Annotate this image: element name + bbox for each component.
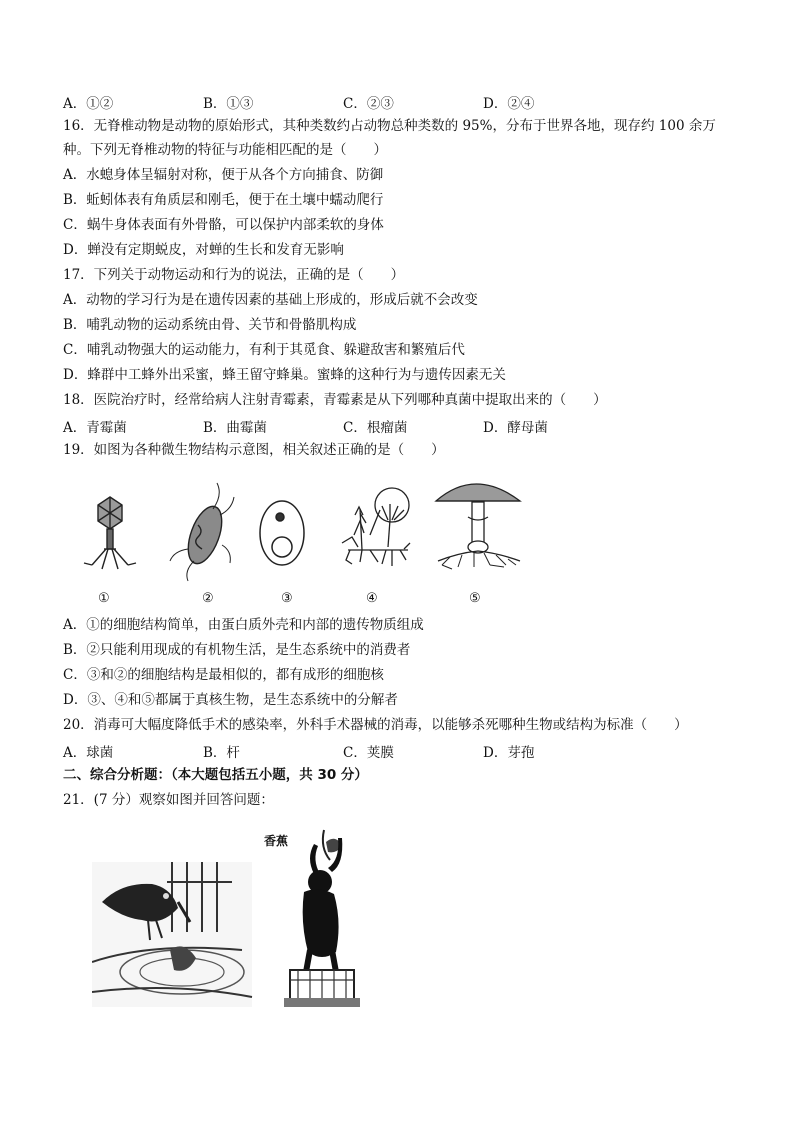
q17-option-d: D．蜂群中工蜂外出采蜜，蜂王留守蜂巢。蜜蜂的这种行为与遗传因素无关 [63,367,506,383]
mold-drawing [342,488,410,566]
q17-option-a: A．动物的学习行为是在遗传因素的基础上形成的，形成后就不会改变 [63,292,478,308]
mushroom-drawing [436,484,520,569]
section2-title: 二、综合分析题：（本大题包括五小题，共 30 分） [63,767,368,783]
chimpanzee-banana-drawing [254,822,412,1007]
q16-stem-line1: 16．无脊椎动物是动物的原始形式，其种类数约占动物总种类数的 95%，分布于世界各地，现存约 100 余万 [63,118,716,134]
figure-label-4: ④ [366,591,378,606]
figure-label-2: ② [202,591,214,606]
q18-option-d: D．酵母菌 [483,420,548,436]
q18-options [63,416,743,434]
bacteriophage-drawing [84,497,136,569]
yeast-cell-drawing [260,501,304,565]
q18-option-b: B．曲霉菌 [203,420,267,436]
q15-options [63,92,743,110]
bird-feeding-fish-drawing [92,862,252,1007]
figure-label-3: ③ [281,591,293,606]
q18-option-a: A．青霉菌 [63,420,127,436]
q16-option-b: B．蚯蚓体表有角质层和刚毛，便于在土壤中蠕动爬行 [63,192,384,208]
q16-option-d: D．蝉没有定期蜕皮，对蝉的生长和发育无影响 [63,242,344,258]
q20-options [63,741,743,759]
q15-option-d: D．②④ [483,96,535,112]
q18-stem: 18．医院治疗时，经常给病人注射青霉素，青霉素是从下列哪种真菌中提取出来的（ ） [63,392,607,408]
q17-option-b: B．哺乳动物的运动系统由骨、关节和骨骼肌构成 [63,317,357,333]
q18-option-c: C．根瘤菌 [343,420,408,436]
q19-option-a: A．①的细胞结构简单，由蛋白质外壳和内部的遗传物质组成 [63,617,424,633]
banana-label: 香蕉 [264,834,289,848]
q15-option-b: B．①③ [203,96,254,112]
q16-option-a: A．水螅身体呈辐射对称，便于从各个方向捕食、防御 [63,167,384,183]
q21-figure [92,822,412,1012]
q16-option-c: C．蜗牛身体表面有外骨骼，可以保护内部柔软的身体 [63,217,384,233]
q15-option-c: C．②③ [343,96,394,112]
q15-option-a: A．①② [63,96,114,112]
figure-label-5: ⑤ [469,591,481,606]
q20-option-c: C．荚膜 [343,745,394,761]
q20-stem: 20．消毒可大幅度降低手术的感染率，外科手术器械的消毒，以能够杀死哪种生物或结构为标准（ ） [63,717,688,733]
q20-option-b: B．杆 [203,745,240,761]
q16-stem-line2: 种。下列无脊椎动物的特征与功能相匹配的是（ ） [63,142,387,158]
q19-option-b: B．②只能利用现成的有机物生活，是生态系统中的消费者 [63,642,411,658]
q20-option-a: A．球菌 [63,745,114,761]
figure-label-1: ① [98,591,110,606]
q19-option-d: D．③、④和⑤都属于真核生物，是生态系统中的分解者 [63,692,398,708]
q19-stem: 19．如图为各种微生物结构示意图，相关叙述正确的是（ ） [63,442,445,458]
bacterium-drawing [170,483,234,581]
microorganism-figure [70,465,540,585]
q17-option-c: C．哺乳动物强大的运动能力，有利于其觅食、躲避敌害和繁殖后代 [63,342,465,358]
q21-stem: 21．(7 分）观察如图并回答问题： [63,792,274,808]
q20-option-d: D．芽孢 [483,745,535,761]
q19-option-c: C．③和②的细胞结构是最相似的，都有成形的细胞核 [63,667,384,683]
q17-stem: 17．下列关于动物运动和行为的说法，正确的是（ ） [63,267,405,283]
